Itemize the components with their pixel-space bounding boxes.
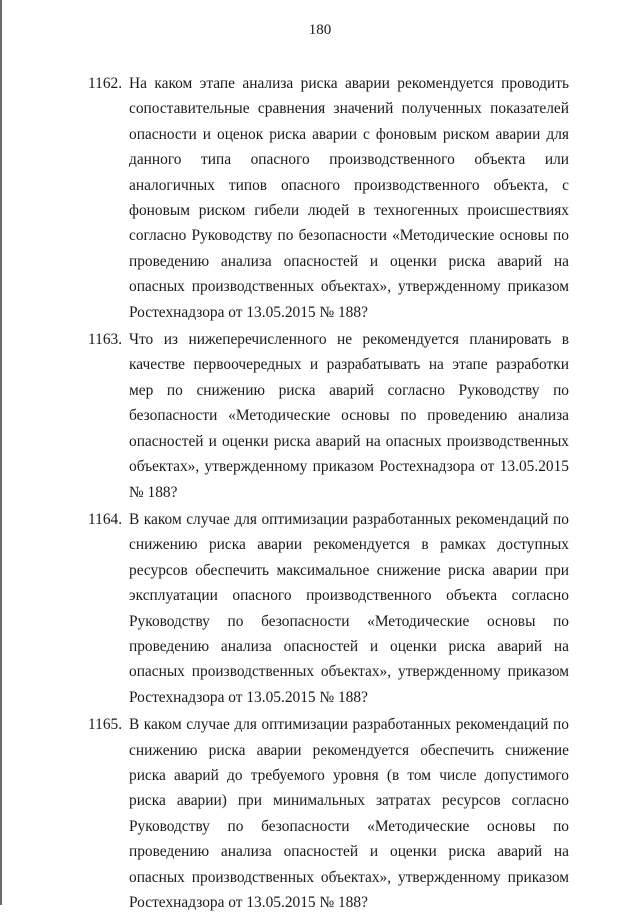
question-item <box>88 327 571 505</box>
page-number: 180 <box>308 22 332 38</box>
question-text: Что из нижеперечисленного не рекомендуется планировать в качестве первоочередных и разрабатывать на этапе разработки мер по снижению риска аварий согласно Руководству по безопасности «Методические основы по проведению анализа опасностей и оценки риска аварий на опасных производственных объектах», утвержденному приказом Ростехнадзора от 13.05.2015 № 188? <box>129 331 569 501</box>
question-text: В каком случае для оптимизации разработанных рекомендаций по снижению риска аварии рекомендуется в рамках доступных ресурсов обеспечить максимальное снижение риска аварии при эксплуатации опасного производственного объекта согласно Руководству по безопасности «Методические основы по проведению анализа опасностей и оценки риска аварий на опасных производственных объектах», утвержденному приказом Ростехнадзора от 13.05.2015 № 188? <box>129 510 569 706</box>
question-number: 1164. <box>88 510 123 528</box>
scan-edge-line <box>0 0 2 905</box>
question-text: На каком этапе анализа риска аварии рекомендуется проводить сопоставительные сравнения значений полученных показателей опасности и оценок риска аварии с фоновым риском аварии для данного типа опасного производственного объекта или аналогичных типов опасного производственного объекта, с фоновым риском гибели людей в техногенных происшествиях согласно Руководству по безопасности «Методические основы по проведению анализа опасностей и оценки риска аварий на опасных производственных объектах», утвержденному приказом Ростехнадзора от 13.05.2015 № 188? <box>129 75 569 321</box>
question-item <box>88 71 571 325</box>
question-text: В каком случае для оптимизации разработанных рекомендаций по снижению риска аварии рекомендуется обеспечить снижение риска аварий до требуемого уровня (в том числе допустимого риска аварии) при минимальных затратах ресурсов согласно Руководству по безопасности «Методические основы по проведению анализа опасностей и оценки риска аварий на опасных производственных объектах», утвержденному приказом Ростехнадзора от 13.05.2015 № 188? <box>129 716 569 911</box>
question-item <box>88 507 571 710</box>
question-number: 1165. <box>88 716 123 734</box>
question-list <box>88 71 571 917</box>
question-number: 1163. <box>88 331 123 349</box>
question-item <box>88 712 571 915</box>
question-number: 1162. <box>88 75 123 92</box>
